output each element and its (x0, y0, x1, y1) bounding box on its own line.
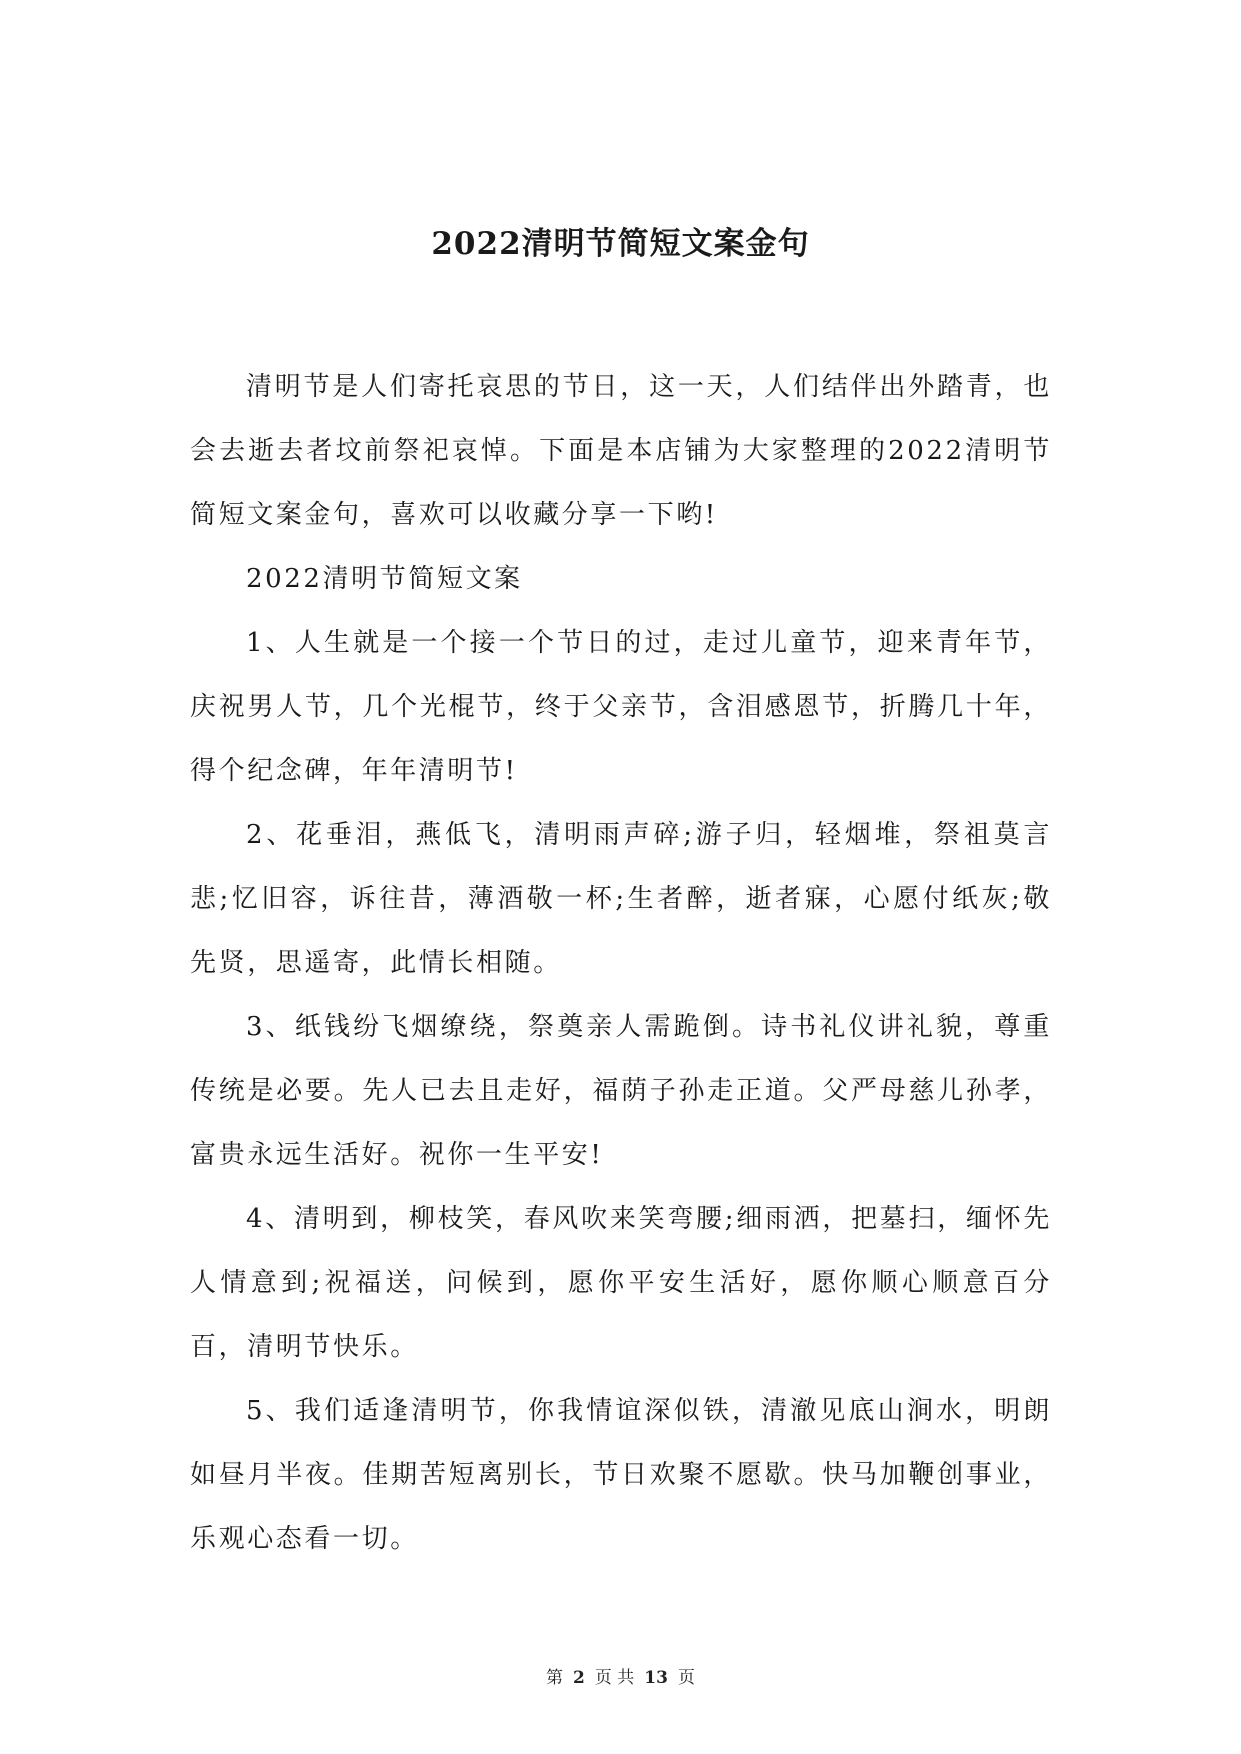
paragraph-item-2: 2、花垂泪，燕低飞，清明雨声碎;游子归，轻烟堆，祭祖莫言悲;忆旧容，诉往昔，薄酒敬一杯;生者醉，逝者寐，心愿付纸灰;敬先贤，思遥寄，此情长相随。 (190, 820, 1052, 978)
document-title: 2022清明节简短文案金句 (431, 226, 810, 262)
document-body (190, 355, 1052, 1571)
footer-page-number: 2 (573, 1668, 585, 1688)
footer-suffix: 页 (677, 1668, 695, 1688)
paragraph-subheading: 2022清明节简短文案 (246, 564, 523, 594)
paragraph-item-3: 3、纸钱纷飞烟缭绕，祭奠亲人需跪倒。诗书礼仪讲礼貌，尊重传统是必要。先人已去且走好，福荫子孙走正道。父严母慈儿孙孝，富贵永远生活好。祝你一生平安! (190, 1012, 1052, 1170)
footer-prefix: 第 (546, 1668, 564, 1688)
paragraph-item-1: 1、人生就是一个接一个节日的过，走过儿童节，迎来青年节，庆祝男人节，几个光棍节，终于父亲节，含泪感恩节，折腾几十年，得个纪念碑，年年清明节! (190, 628, 1052, 786)
paragraph-item-5: 5、我们适逢清明节，你我情谊深似铁，清澈见底山涧水，明朗如昼月半夜。佳期苦短离别长，节日欢聚不愿歇。快马加鞭创事业，乐观心态看一切。 (190, 1396, 1052, 1554)
footer-middle: 页 共 (594, 1668, 635, 1688)
page-footer (0, 1666, 1241, 1690)
paragraph-intro: 清明节是人们寄托哀思的节日，这一天，人们结伴出外踏青，也会去逝去者坟前祭祀哀悼。下面是本店铺为大家整理的2022清明节简短文案金句，喜欢可以收藏分享一下哟! (190, 372, 1052, 530)
paragraph-item-4: 4、清明到，柳枝笑，春风吹来笑弯腰;细雨洒，把墓扫，缅怀先人情意到;祝福送，问候到，愿你平安生活好，愿你顺心顺意百分百，清明节快乐。 (190, 1204, 1052, 1362)
footer-total-pages: 13 (644, 1668, 668, 1688)
